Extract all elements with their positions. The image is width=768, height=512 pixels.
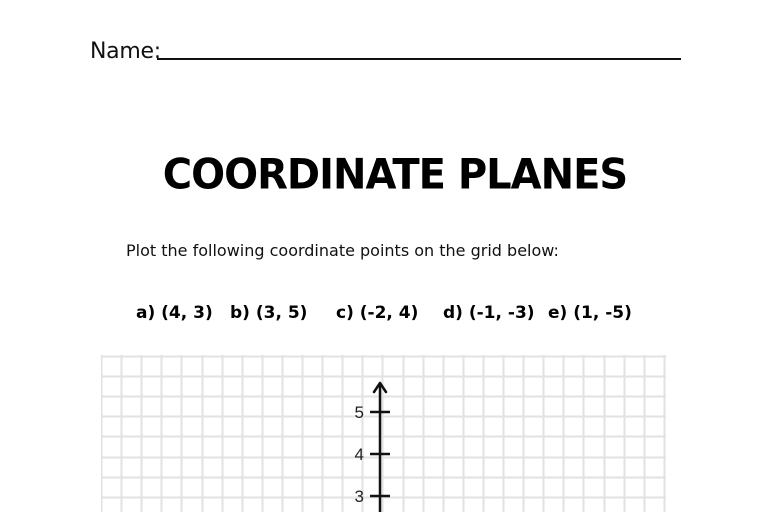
y-tick-label: 4 — [354, 445, 364, 464]
y-axis — [374, 383, 386, 512]
name-line[interactable] — [157, 58, 681, 60]
point-c-label: c) (-2, 4) — [336, 303, 419, 323]
y-axis-ticks — [355, 403, 390, 506]
point-e-label: e) (1, -5) — [548, 303, 632, 323]
name-row — [90, 38, 161, 66]
coordinate-grid[interactable] — [101, 355, 666, 512]
point-d-label: d) (-1, -3) — [443, 303, 535, 323]
coordinate-grid-svg — [101, 355, 666, 512]
grid-lines — [101, 355, 666, 512]
y-tick-label: 3 — [354, 487, 364, 506]
instructions-text: Plot the following coordinate points on the grid below: — [126, 241, 559, 260]
y-tick-label: 5 — [354, 403, 364, 422]
name-label: Name: — [90, 39, 161, 64]
point-a-label: a) (4, 3) — [136, 303, 213, 323]
point-b-label: b) (3, 5) — [230, 303, 308, 323]
worksheet-title: COORDINATE PLANES — [162, 150, 628, 200]
